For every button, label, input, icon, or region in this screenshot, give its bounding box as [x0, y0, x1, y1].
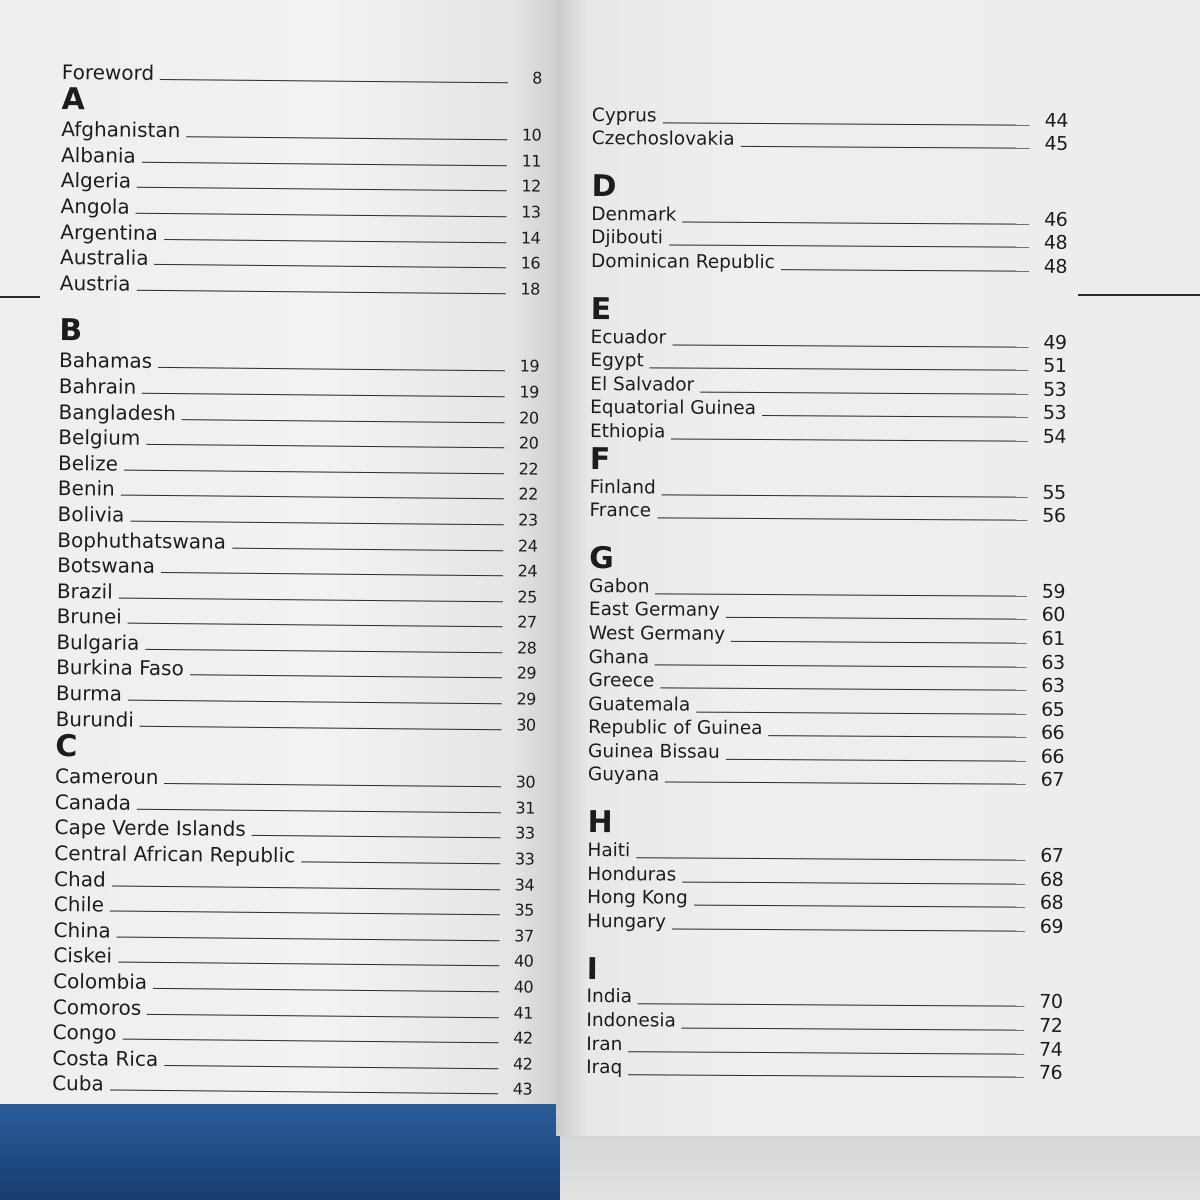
left-page: [0, 0, 556, 1104]
page-number: 40: [513, 977, 534, 997]
toc-entry: [591, 250, 1067, 277]
leader-line: [186, 136, 507, 140]
entry-title: Burundi: [55, 706, 135, 732]
page-number: 42: [513, 1028, 533, 1048]
page-number: 76: [1038, 1061, 1063, 1085]
leader-line: [682, 881, 1025, 884]
toc-entry: [62, 58, 542, 88]
page-number: 33: [515, 823, 535, 844]
leader-line: [164, 783, 501, 787]
entry-title: Albania: [60, 142, 136, 168]
leader-line: [655, 664, 1027, 667]
leader-line: [628, 1074, 1024, 1077]
toc-entry: [590, 350, 1066, 377]
page-number: 22: [518, 484, 538, 504]
entry-title: Burma: [55, 681, 123, 706]
toc-entry: [589, 622, 1065, 649]
page-number: 61: [1041, 627, 1065, 650]
page-number: 72: [1039, 1014, 1063, 1037]
section-letter: H: [587, 805, 613, 841]
leader-line: [130, 521, 503, 526]
leader-line: [190, 675, 502, 679]
entry-title: Costa Rica: [52, 1045, 159, 1071]
toc-entry: [588, 764, 1064, 791]
page-number: 66: [1040, 745, 1065, 768]
section-letter: I: [586, 951, 598, 987]
entry-title: Bahamas: [58, 348, 153, 374]
page-number: 13: [521, 202, 541, 222]
toc-entry: [54, 839, 534, 869]
leader-line: [768, 735, 1026, 738]
entry-title: Greece: [588, 670, 655, 692]
section-letter: C: [55, 728, 78, 764]
leader-line: [122, 1039, 498, 1044]
entry-title: Bulgaria: [56, 629, 140, 655]
leader-line: [128, 623, 503, 628]
leader-line: [650, 368, 1029, 371]
leader-line: [160, 79, 508, 83]
toc-entry: [590, 476, 1066, 503]
toc-entry: [587, 839, 1063, 866]
leader-line: [140, 725, 502, 729]
leader-line: [142, 162, 507, 167]
page-number: 51: [1043, 354, 1067, 378]
page-number: 44: [1044, 109, 1068, 132]
page-number: 34: [514, 875, 535, 895]
toc-entry: [590, 373, 1066, 400]
page-number: 68: [1039, 892, 1064, 915]
leader-line: [153, 988, 499, 992]
leader-line: [117, 936, 500, 941]
section-letter: B: [59, 312, 83, 348]
page-number: 59: [1041, 580, 1066, 603]
entry-title: Ghana: [588, 646, 650, 668]
leader-line: [669, 245, 1029, 248]
entry-title: Foreword: [61, 59, 155, 85]
page-number: 53: [1042, 402, 1067, 425]
page-number: 74: [1038, 1038, 1063, 1061]
leader-line: [301, 861, 500, 864]
leader-line: [137, 187, 507, 192]
entry-title: Ethiopia: [589, 420, 666, 443]
toc-entry: [60, 269, 540, 299]
entry-title: Bolivia: [57, 501, 125, 527]
leader-line: [154, 264, 506, 268]
page-number: 22: [518, 459, 539, 479]
page-number: 40: [513, 951, 534, 971]
toc-entry: [590, 420, 1066, 447]
toc-entry: [589, 575, 1065, 602]
page-number: 25: [517, 587, 537, 607]
entry-title: Finland: [589, 476, 656, 498]
leader-line: [137, 809, 501, 813]
toc-entry: [52, 1070, 532, 1100]
toc-entry: [588, 693, 1064, 720]
leader-line: [142, 393, 505, 397]
entry-title: Comoros: [52, 994, 142, 1020]
entry-title: India: [586, 986, 633, 1008]
section-letter: A: [61, 81, 85, 117]
leader-line: [726, 617, 1027, 620]
page-number: 70: [1039, 991, 1063, 1014]
toc-entry: [54, 814, 534, 844]
entry-title: Argentina: [60, 219, 159, 245]
entry-title: Australia: [59, 245, 149, 270]
entry-title: Ecuador: [590, 326, 667, 349]
section-letter: E: [590, 291, 612, 328]
entry-title: Central African Republic: [54, 840, 296, 868]
page-number: 29: [516, 663, 537, 684]
entry-title: Hungary: [586, 910, 667, 933]
entry-title: Botswana: [57, 553, 156, 579]
entry-title: Ciskei: [53, 943, 113, 968]
toc-entry: [586, 1057, 1062, 1084]
page-number: 33: [514, 849, 535, 869]
leader-line: [762, 415, 1028, 418]
page-number: 68: [1040, 868, 1064, 891]
toc-entry: [586, 986, 1062, 1013]
toc-right-column: [586, 104, 1068, 1083]
toc-entry: [590, 326, 1066, 353]
toc-entry: [587, 863, 1063, 890]
toc-entry: [588, 717, 1064, 744]
entry-title: Haiti: [587, 840, 631, 862]
page-number: 18: [520, 279, 540, 299]
leader-line: [638, 1004, 1025, 1007]
section-letter: G: [589, 541, 614, 577]
toc-entry: [590, 397, 1066, 424]
leader-line: [660, 688, 1026, 691]
leader-line: [665, 782, 1026, 785]
toc-entry: [588, 740, 1064, 767]
toc-entry: [61, 141, 541, 171]
page-number: 60: [1041, 604, 1065, 627]
toc-entry: [56, 654, 536, 684]
page-number: 31: [515, 798, 535, 818]
leader-line: [694, 905, 1025, 908]
toc-entry: [57, 551, 537, 581]
page-number: 48: [1043, 255, 1068, 278]
toc-entry: [589, 646, 1065, 673]
entry-title: Equatorial Guinea: [590, 397, 757, 420]
entry-title: Algeria: [60, 168, 132, 194]
entry-title: Djibouti: [591, 227, 663, 249]
entry-title: Austria: [59, 270, 131, 296]
entry-title: Iraq: [586, 1057, 623, 1079]
entry-title: Iran: [586, 1033, 623, 1055]
toc-entry: [589, 500, 1065, 527]
toc-entry: [60, 218, 540, 248]
page-number: 67: [1040, 844, 1064, 867]
entry-title: Angola: [60, 193, 130, 219]
entry-title: Burkina Faso: [56, 655, 184, 681]
leader-line: [628, 1051, 1024, 1054]
page-number: 55: [1042, 481, 1066, 504]
toc-entry: [58, 424, 538, 454]
entry-title: France: [589, 500, 652, 522]
leader-line: [696, 711, 1026, 714]
page-number: 24: [517, 561, 538, 581]
page-number: 29: [516, 689, 536, 709]
toc-entry: [59, 347, 539, 377]
page-number: 54: [1042, 425, 1067, 448]
leader-line: [726, 759, 1026, 762]
page-number: 63: [1041, 651, 1065, 674]
leader-line: [124, 469, 504, 474]
page-number: 10: [521, 125, 542, 145]
entry-title: Congo: [52, 1020, 117, 1045]
toc-entry: [56, 705, 536, 735]
leader-line: [731, 641, 1027, 644]
page-number: 65: [1041, 698, 1065, 721]
entry-title: Gabon: [588, 575, 650, 598]
toc-entry: [587, 910, 1063, 937]
page-number: 45: [1044, 132, 1068, 156]
entry-title: East Germany: [588, 599, 720, 622]
leader-line: [147, 1013, 499, 1017]
entry-title: Benin: [57, 476, 115, 501]
entry-title: Brunei: [56, 604, 122, 629]
leader-line: [781, 269, 1029, 272]
leader-line: [121, 495, 504, 500]
toc-left-column: [52, 58, 542, 1100]
entry-title: Bophuthatswana: [57, 527, 227, 554]
leader-line: [682, 1028, 1025, 1031]
entry-title: Bahrain: [58, 373, 137, 399]
entry-title: Chile: [53, 892, 105, 917]
toc-entry: [587, 887, 1063, 914]
leader-line: [128, 700, 502, 705]
entry-title: Egypt: [590, 350, 644, 372]
toc-entry: [56, 628, 536, 658]
leader-line: [119, 597, 503, 602]
page-number: 43: [512, 1079, 533, 1099]
leader-line: [164, 1065, 498, 1069]
right-page: [556, 0, 1200, 1136]
entry-title: Cape Verde Islands: [54, 815, 246, 842]
leader-line: [164, 239, 506, 243]
entry-title: Colombia: [53, 968, 148, 994]
page-number: 30: [516, 715, 536, 735]
leader-line: [672, 928, 1025, 931]
leader-line: [232, 547, 503, 551]
entry-title: Brazil: [56, 578, 113, 604]
toc-entry: [52, 1044, 532, 1074]
page-number: 30: [515, 772, 536, 792]
leader-line: [112, 885, 500, 890]
entry-title: Belize: [57, 450, 119, 476]
toc-entry: [592, 128, 1068, 155]
toc-entry: [592, 104, 1068, 131]
toc-entry: [61, 167, 541, 197]
leader-line: [136, 213, 507, 218]
toc-entry: [588, 669, 1064, 696]
entry-title: China: [53, 917, 111, 943]
page-number: 35: [514, 900, 534, 920]
toc-entry: [586, 1033, 1062, 1060]
toc-entry: [55, 763, 535, 793]
leader-line: [136, 289, 505, 294]
page-number: 23: [518, 510, 538, 530]
leader-line: [662, 122, 1029, 125]
page-number: 14: [520, 227, 541, 248]
leader-line: [146, 444, 504, 448]
entry-title: Guatemala: [588, 693, 691, 716]
page-number: 56: [1042, 504, 1066, 528]
thumb-index-mark: [0, 296, 40, 298]
leader-line: [118, 962, 499, 967]
page-number: 16: [520, 253, 541, 273]
entry-title: Republic of Guinea: [588, 717, 763, 740]
leader-line: [636, 857, 1025, 860]
entry-title: West Germany: [588, 622, 726, 645]
leader-line: [182, 419, 505, 423]
page-number: 53: [1043, 378, 1067, 401]
page-number: 48: [1043, 232, 1068, 255]
toc-entry: [586, 1009, 1062, 1036]
page-number: 24: [517, 535, 538, 556]
entry-title: Chad: [54, 866, 106, 892]
page-number: 41: [513, 1002, 533, 1023]
toc-entry: [60, 192, 540, 222]
page-number: 19: [519, 382, 539, 402]
entry-title: Cuba: [52, 1071, 104, 1096]
leader-line: [672, 344, 1028, 347]
page-number: 20: [518, 433, 539, 453]
entry-title: Cyprus: [591, 104, 657, 126]
leader-line: [700, 391, 1028, 394]
toc-entry: [589, 599, 1065, 626]
leader-line: [145, 649, 502, 653]
entry-title: Afghanistan: [61, 117, 181, 143]
leader-line: [682, 221, 1029, 224]
toc-entry: [591, 203, 1067, 230]
section-letter: D: [591, 169, 617, 205]
entry-title: Belgium: [58, 425, 141, 450]
entry-title: El Salvador: [590, 373, 695, 396]
leader-line: [110, 911, 500, 916]
page-number: 20: [519, 407, 539, 428]
entry-title: Hong Kong: [587, 887, 688, 909]
entry-title: Indonesia: [586, 1010, 676, 1032]
leader-line: [655, 593, 1027, 596]
entry-title: Denmark: [591, 203, 677, 226]
thumb-index-mark: [1078, 294, 1200, 296]
toc-entry: [53, 993, 533, 1023]
toc-entry: [61, 116, 541, 146]
entry-title: Canada: [54, 789, 132, 815]
leader-line: [662, 494, 1028, 497]
entry-title: Czechoslovakia: [591, 128, 735, 151]
leader-line: [158, 367, 505, 371]
entry-title: Guyana: [587, 764, 660, 786]
page-number: 66: [1040, 722, 1065, 745]
leader-line: [741, 146, 1030, 149]
entry-title: Honduras: [587, 863, 677, 886]
leader-line: [252, 835, 501, 838]
leader-line: [110, 1090, 498, 1095]
page-number: 11: [521, 151, 542, 171]
page-number: 27: [517, 612, 537, 632]
page-number: 8: [532, 68, 542, 88]
entry-title: Dominican Republic: [590, 250, 775, 274]
toc-entry: [591, 227, 1067, 254]
toc-entry: [53, 967, 533, 997]
page-number: 46: [1044, 208, 1068, 231]
page-number: 49: [1043, 331, 1067, 354]
leader-line: [161, 572, 503, 576]
book-cover-edge: [0, 1098, 560, 1200]
toc-entry: [58, 398, 538, 428]
toc-entry: [59, 372, 539, 402]
page-number: 67: [1040, 769, 1064, 792]
page-number: 63: [1041, 674, 1065, 697]
toc-entry: [55, 788, 535, 818]
page-number: 12: [521, 176, 541, 196]
entry-title: Cameroun: [54, 764, 159, 790]
page-number: 69: [1039, 915, 1064, 938]
page-number: 42: [512, 1054, 533, 1074]
leader-line: [671, 438, 1028, 441]
page-number: 19: [519, 356, 540, 376]
entry-title: Guinea Bissau: [587, 740, 720, 763]
toc-entry: [60, 244, 540, 274]
toc-entry: [58, 500, 538, 530]
section-letter: F: [589, 441, 611, 478]
page-number: 37: [514, 926, 534, 946]
entry-title: Bangladesh: [58, 399, 176, 425]
page-number: 28: [516, 638, 537, 658]
toc-entry: [57, 526, 537, 556]
leader-line: [657, 518, 1027, 521]
